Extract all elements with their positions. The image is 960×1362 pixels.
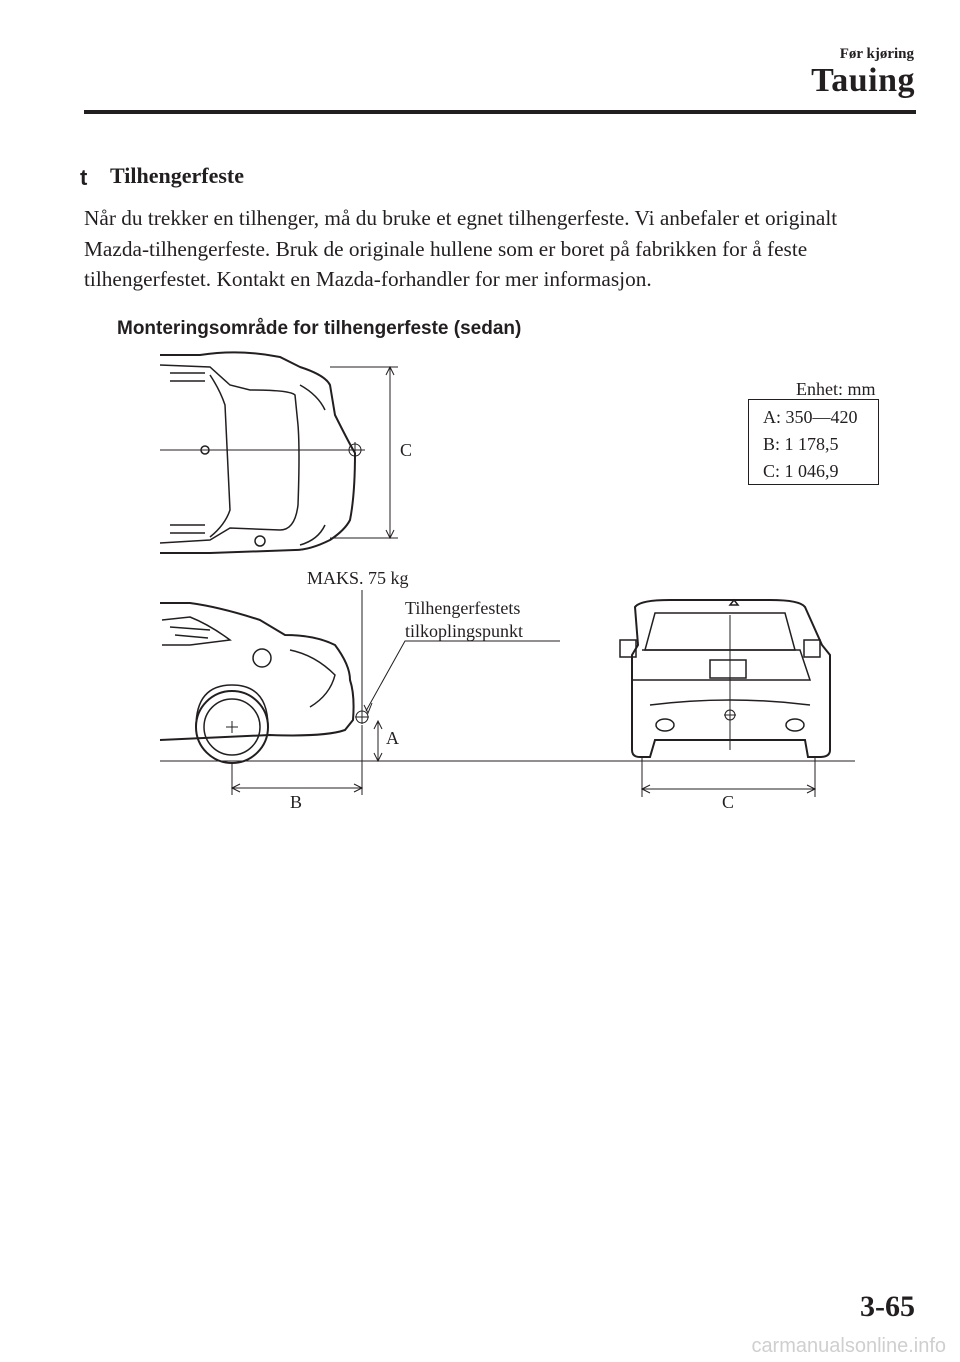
chapter-title: Før kjøring [839,46,914,62]
coupling-label-line: Tilhengerfestets [405,598,521,618]
page-number: 3-65 [860,1290,915,1323]
body-line: Når du trekker en tilhenger, må du bruke et egnet tilhengerfeste. Vi anbefaler et originalt [84,206,838,230]
car-rear-view [620,600,830,757]
coupling-point-label [405,597,523,643]
body-paragraph [84,203,914,295]
dim-c-rear-label: C [722,792,735,812]
section-title: Tilhengerfeste [110,163,245,188]
unit-label: Enhet: mm [796,379,876,399]
dim-c-top-line [330,367,398,538]
car-top-view [160,352,365,553]
spec-c: C: 1 046,9 [763,461,839,481]
dim-a-line [374,721,382,761]
body-line: tilhengerfestet. Kontakt en Mazda-forhandler for mer informasjon. [84,267,652,291]
bullet-icon: t [80,165,88,190]
dim-b-label: B [290,792,303,812]
header-divider [84,110,916,114]
spec-a: A: 350—420 [763,407,858,427]
dim-c-rear-line [642,757,815,797]
figure-title: Monteringsområde for tilhengerfeste (sedan) [117,318,522,339]
spec-box [748,399,879,485]
body-line: Mazda-tilhengerfeste. Bruk de originale hullene som er boret på fabrikken for å feste [84,236,808,261]
dim-a-label: A [386,728,399,748]
car-side-view [160,603,354,763]
max-load-label: MAKS. 75 kg [307,568,409,588]
coupling-leader-line [366,641,560,711]
section-heading: Tauing [811,62,915,99]
spec-b: B: 1 178,5 [763,434,839,454]
dim-c-top-label: C [400,440,413,460]
watermark[interactable]: carmanualsonline.info [751,1335,946,1357]
coupling-label-line: tilkoplingspunkt [405,621,524,641]
